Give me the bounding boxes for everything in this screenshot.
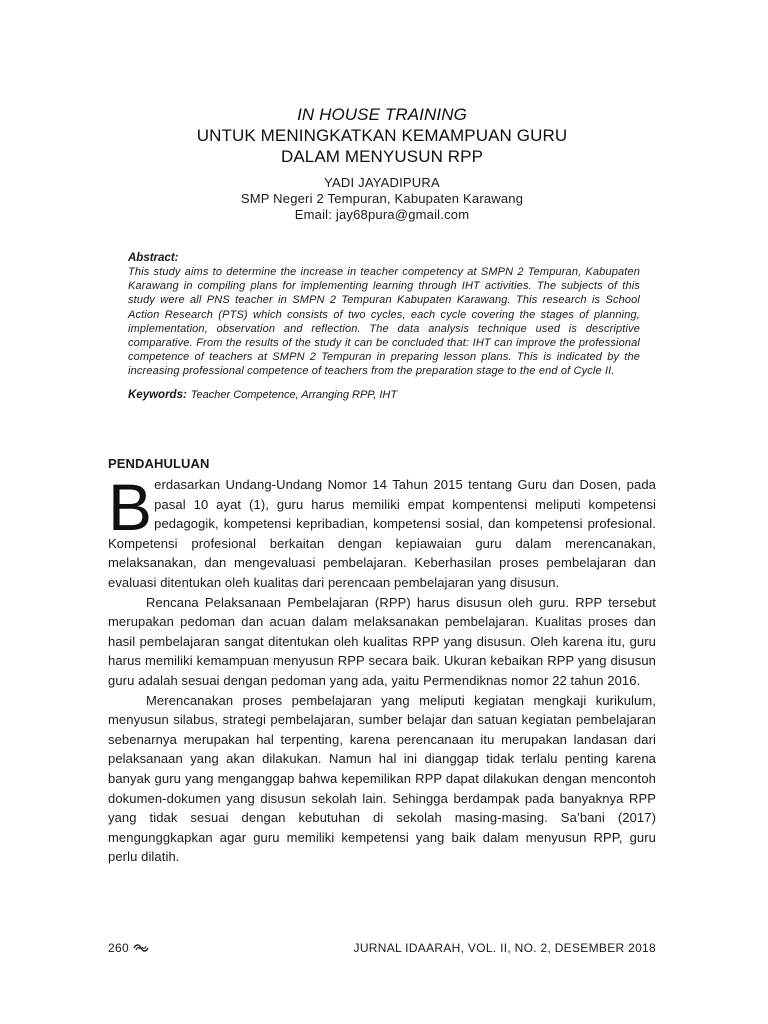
paragraph-1-text: erdasarkan Undang-Undang Nomor 14 Tahun 2015 tentang Guru dan Dosen, pada pasal 10 ayat (1), guru harus memiliki empat kompentensi meliputi kompetensi pedagogik, kompetensi kepribadian, kompetensi sosial, dan kompetensi profesional. Kompetensi profesional berkaitan dengan kepiawaian guru dalam merencanakan, melaksanakan, dan mengevaluasi pembelajaran. Keberhasilan proses pembelajaran dan evaluasi ditentukan oleh kualitas dari perencaan pembelajaran yang disusun. [108,477,656,590]
author-name: YADI JAYADIPURA [324,175,440,190]
article-body [108,455,656,867]
footer-left [108,940,149,957]
author-affiliation: SMP Negeri 2 Tempuran, Kabupaten Karawang [240,191,524,206]
paragraph-3: Merencanakan proses pembelajaran yang meliputi kegiatan mengkaji kurikulum, menyusun silabus, strategi pembelajaran, sumber belajar dan satuan kegiatan pembelajaran sebenarnya merupakan hal terpenting, karena perencanaan itu merupakan landasan dari pelaksanaan yang akan dilakukan. Namun hal ini dianggap tidak terlalu penting karena banyak guru yang menganggap bahwa kepemilikan RPP dapat dilakukan dengan mencontoh dokumen-dokumen yang disusun sekolah lain. Sehingga berdampak pada banyaknya RPP yang tidak sesuai dengan kebutuhan di sekolah masing-masing. Sa’bani (2017) mengunggkapkan agar guru memiliki kempetensi yang baik dalam menyusun RPP, guru perlu dilatih. [108,692,656,865]
fleuron-ornament-icon [133,941,149,957]
abstract-text: This study aims to determine the increase in teacher competency at SMPN 2 Tempuran, Kabupaten Karawang in compiling plans for implementing learning through IHT activities. The subjects of this study were all PNS teacher in SMPN 2 Tempuran Kabupaten Karawang. This research is School Action Research (PTS) which consists of two cycles, each cycle covering the stages of planning, implementation, observation and reflection. The data analysis technique used is descriptive comparative. From the results of the study it can be concluded that: IHT can improve the professional competence of teachers at SMPN 2 Tempuran in preparing lesson plans. This is indicated by the increasing professional competence of teachers from the preparation stage to the end of Cycle II. [128,266,640,378]
abstract-heading: Abstract: [128,252,179,264]
article-header [108,104,656,223]
section-heading: PENDAHULUAN [108,456,210,471]
paragraph-1 [108,470,656,593]
journal-citation: JURNAL IDAARAH, VOL. II, NO. 2, DESEMBER 2018 [353,941,656,955]
drop-cap: B [108,470,153,544]
page-number: 260 [108,941,129,955]
keywords-label: Keywords: [128,388,187,401]
abstract-section [128,251,640,402]
keywords-line [128,388,640,402]
title-line-2: UNTUK MENINGKATKAN KEMAMPUAN GURU [196,126,568,145]
title-line-1: IN HOUSE TRAINING [297,105,467,124]
title-line-3: DALAM MENYUSUN RPP [280,147,484,166]
keywords-value: Teacher Competence, Arranging RPP, IHT [190,388,398,401]
paragraph-2: Rencana Pelaksanaan Pembelajaran (RPP) harus disusun oleh guru. RPP tersebut merupakan pedoman dan acuan dalam melaksanakan pembelajaran. Kualitas proses dan hasil pembelajaran sangat ditentukan oleh kualitas RPP yang disusun. Oleh karena itu, guru harus memiliki kemampuan menyusun RPP secara baik. Ukuran kebaikan RPP yang disusun guru adalah sesuai dengan pedoman yang ada, yaitu Permendiknas nomor 22 tahun 2016. [108,594,656,688]
author-email: Email: jay68pura@gmail.com [294,207,470,222]
